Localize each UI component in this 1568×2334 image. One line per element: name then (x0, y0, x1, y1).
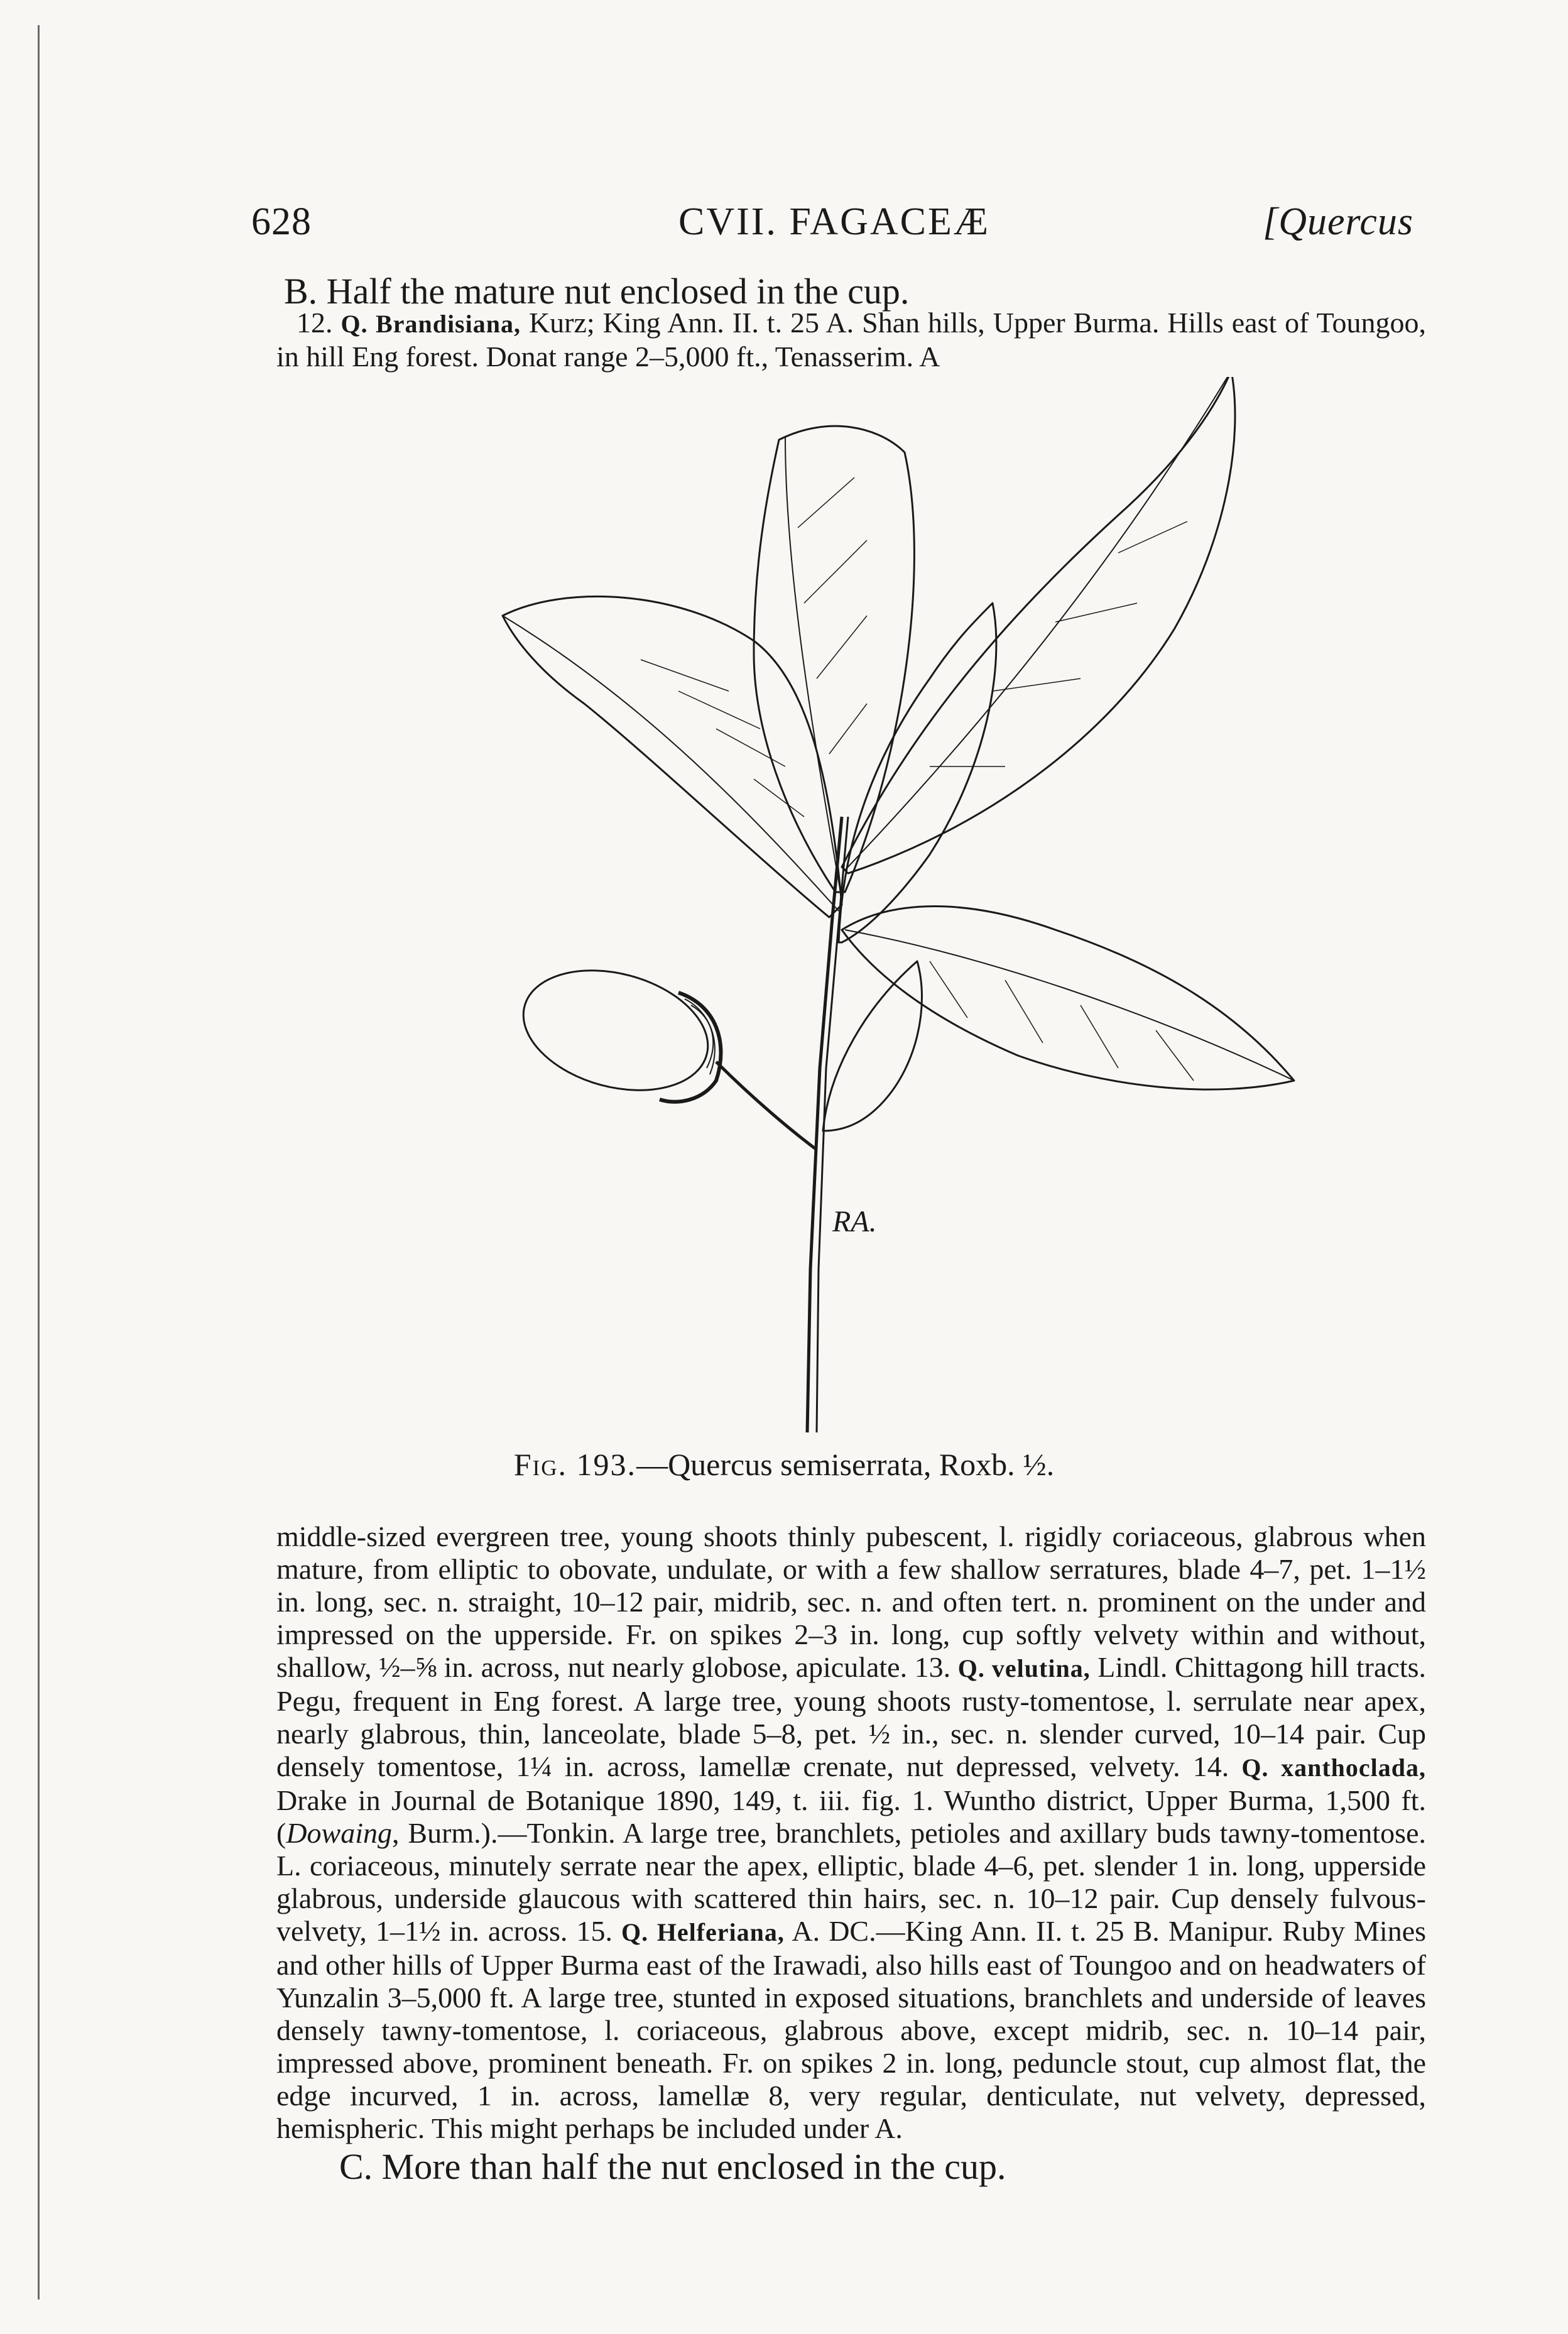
botanical-illustration (490, 377, 1319, 1445)
species-13-number: 13. (914, 1651, 951, 1683)
figure-caption (0, 1446, 1568, 1483)
figure-caption-text: —Quercus semiserrata, Roxb. (636, 1447, 1015, 1482)
chapter-title: CVII. FAGACEÆ (678, 200, 990, 243)
species-15-number: 15. (576, 1915, 612, 1947)
species-descriptions (276, 1520, 1426, 2145)
species-12-entry (276, 307, 1426, 373)
species-14-description-a: Drake in Journal de Botanique 1890, 149, t. iii. fig. 1. Wuntho district, Upper Burma, 1,500 ft. ( (276, 1784, 1426, 1849)
figure-label: Fig. 193. (513, 1447, 637, 1482)
page-header (251, 200, 1413, 250)
species-15-description: A. DC.—King Ann. II. t. 25 B. Manipur. Ruby Mines and other hills of Upper Burma east of the Irawadi, also hills east of Toungoo and on headwaters of Yunzalin 3–5,000 ft. A large tree, stunted in exposed situations, branchlets and underside of leaves densely tawny-tomentose, l. coriaceous, glabrous above, except midrib, sec. n. 10–14 pair, impressed above, prominent beneath. Fr. on spikes 2 in. long, peduncle stout, cup almost flat, the edge incurved, 1 in. across, lamellæ 8, very regular, denticulate, nut velvety, depressed, hemispheric. This might perhaps be included under A. (276, 1915, 1427, 2144)
species-14-vernacular: Dowaing (286, 1817, 393, 1849)
section-b-heading: B. Half the mature nut enclosed in the cup. (284, 271, 910, 312)
leaf-lower-small (823, 961, 922, 1131)
leaf-top-right (842, 377, 1235, 873)
illustrator-signature: RA. (832, 1205, 877, 1238)
leaf-right-lower-midrib (845, 930, 1294, 1081)
species-14-number: 14. (1192, 1750, 1229, 1782)
leaf-venation (641, 477, 1194, 1081)
running-genus: [Quercus (1263, 200, 1413, 243)
quercus-branch-drawing (490, 377, 1319, 1445)
acorn-peduncle (716, 1062, 817, 1150)
species-number: 12. (297, 307, 333, 339)
leaf-left-upper (503, 596, 842, 917)
page-number: 628 (251, 200, 312, 243)
species-name: Q. Brandisiana, (340, 310, 521, 338)
page-binding-edge (38, 25, 40, 2299)
acorn-nut (510, 951, 721, 1110)
species-13-description: Lindl. Chittagong hill tracts. Pegu, frequent in Eng forest. A large tree, young shoots rusty-tomentose, l. serrulate near apex, nearly glabrous, thin, lanceolate, blade 5–8, pet. ½ in., sec. n. slender curved, 10–14 pair. Cup densely tomentose, 1¼ in. across, lamellæ crenate, nut depressed, velvety. (276, 1651, 1427, 1782)
figure-scale: ½. (1023, 1447, 1055, 1482)
species-13-name: Q. velutina, (957, 1654, 1091, 1682)
species-12-continued: middle-sized evergreen tree, young shoots thinly pubescent, l. rigidly coriaceous, glabrous when mature, from elliptic to obovate, undulate, or with a few shallow serratures, blade 4–7, pet. 1–1½ in. long, sec. n. straight, 10–12 pair, midrib, sec. n. and often tert. n. prominent on the under and impressed on the upperside. Fr. on spikes 2–3 in. long, cup softly velvety within and without, shallow, ½–⅝ in. across, nut nearly globose, apiculate. (276, 1520, 1426, 1683)
section-c-heading: C. More than half the nut enclosed in the cup. (339, 2146, 1006, 2187)
species-description: Kurz; King Ann. II. t. 25 A. Shan hills, Upper Burma. Hills east of Toungoo, in hill Eng forest. Donat range 2–5,000 ft., Tenasserim. A (276, 307, 1427, 373)
leaf-left-upper-midrib (503, 616, 839, 911)
species-14-description-b: , Burm.).—Tonkin. A large tree, branchlets, petioles and axillary buds tawny-tomentose. L. coriaceous, minutely serrate near the apex, elliptic, blade 4–6, pet. slender 1 in. long, upperside glabrous, underside glaucous with scattered thin hairs, sec. n. 10–12 pair. Cup densely fulvous-velvety, 1–1½ in. across. (276, 1817, 1426, 1947)
species-14-name: Q. xanthoclada, (1241, 1753, 1427, 1782)
species-15-name: Q. Helferiana, (621, 1918, 785, 1946)
leaf-middle (839, 603, 996, 942)
